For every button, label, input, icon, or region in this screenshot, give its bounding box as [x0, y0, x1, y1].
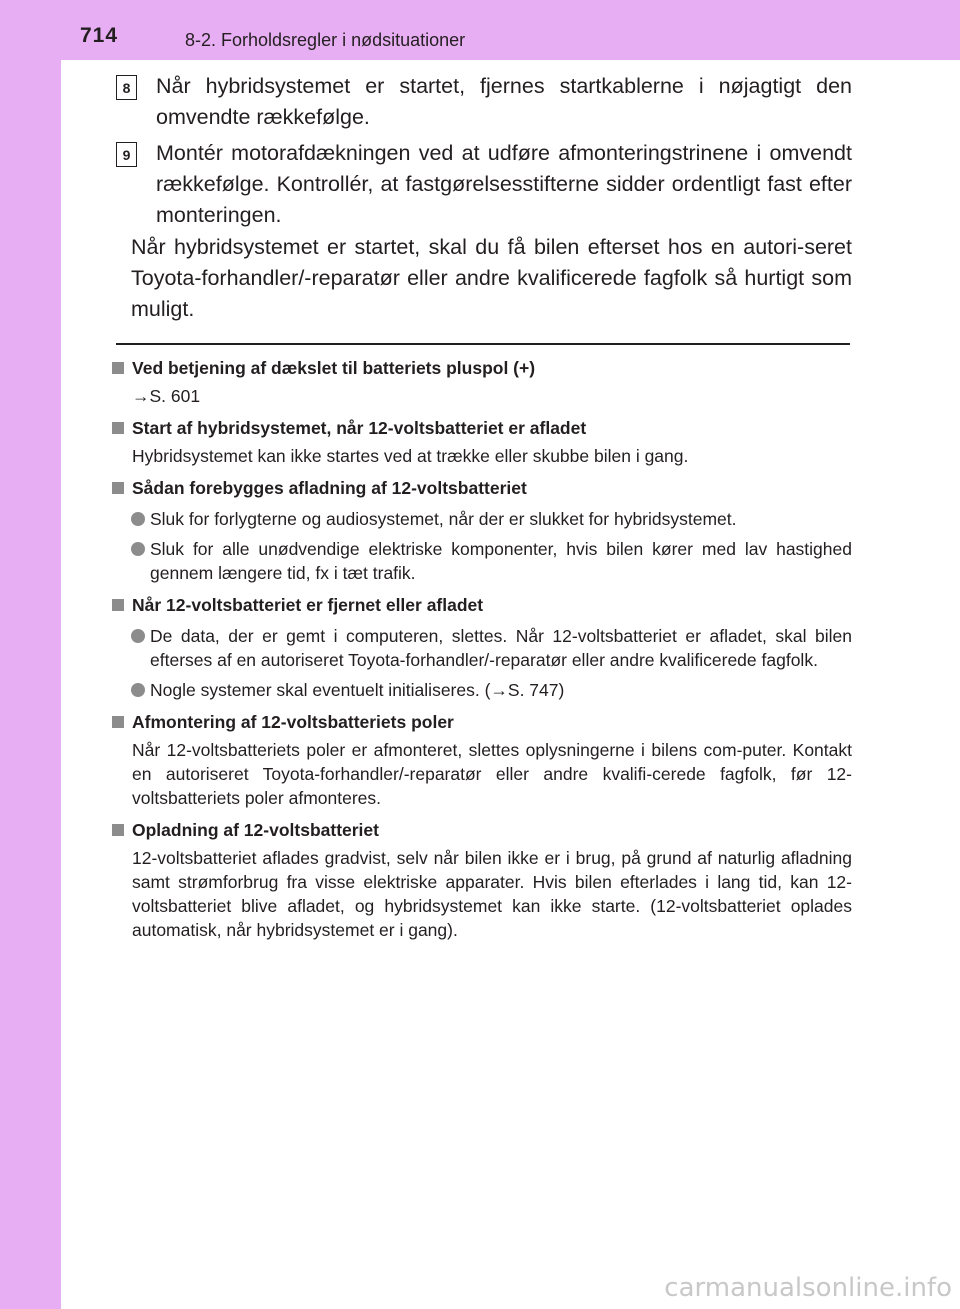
bullet-dot-icon	[131, 629, 145, 643]
note-body: Hybridsystemet kan ikke startes ved at trække eller skubbe bilen i gang.	[132, 446, 689, 466]
square-marker-icon	[112, 422, 124, 434]
note-body: 12-voltsbatteriet aflades gradvist, selv når bilen ikke er i brug, på grund af naturlig afladning samt strømforbrug fra visse elektriske apparater. Hvis bilen efterlades i lang tid, kan 12-voltsbatteriet blive afladet, og hybridsystemet kan ikke starte. (12-voltsbatteriet oplades automatisk, når hybridsystemet er i gang).	[132, 848, 852, 940]
step-number-box: 8	[116, 75, 137, 100]
note-heading: Sådan forebygges afladning af 12-voltsbatteriet	[112, 476, 852, 501]
note-heading: Start af hybridsystemet, når 12-voltsbatteriet er afladet	[112, 416, 852, 441]
note-body: Når 12-voltsbatteriets poler er afmonteret, slettes oplysningerne i bilens com-puter. Kontakt en autoriseret Toyota-forhandler/-reparatør eller andre kvalifi-cerede fagfolk, før 12-voltsbatteriets poler afmonteres.	[132, 740, 852, 808]
square-marker-icon	[112, 824, 124, 836]
step-number-box: 9	[116, 142, 137, 167]
step-8	[116, 71, 852, 133]
list-item: Nogle systemer skal eventuelt initialiseres. (→S. 747)	[112, 678, 852, 702]
note-heading: Opladning af 12-voltsbatteriet	[112, 818, 852, 843]
note-heading: Afmontering af 12-voltsbatteriets poler	[112, 710, 852, 735]
square-marker-icon	[112, 716, 124, 728]
bullet-dot-icon	[131, 683, 145, 697]
square-marker-icon	[112, 482, 124, 494]
body-paragraph: Når hybridsystemet er startet, skal du få bilen efterset hos en autori-seret Toyota-forhandler/-reparatør eller andre kvalificerede fagfolk så hurtigt som muligt.	[131, 235, 852, 321]
notes-section	[112, 352, 852, 942]
bullet-dot-icon	[131, 542, 145, 556]
note-heading: Ved betjening af dækslet til batteriets pluspol (+)	[112, 356, 852, 381]
divider	[116, 343, 850, 345]
list-item: Sluk for alle unødvendige elektriske komponenter, hvis bilen kører med lav hastighed gennem længere tid, fx i tæt trafik.	[112, 537, 852, 585]
step-text: Montér motorafdækningen ved at udføre afmonteringstrinene i omvendt rækkefølge. Kontrollér, at fastgørelsesstifterne sidder ordentligt fast efter monteringen.	[156, 141, 852, 227]
watermark: carmanualsonline.info	[664, 1273, 952, 1303]
bullet-dot-icon	[131, 512, 145, 526]
step-text: Når hybridsystemet er startet, fjernes startkablerne i nøjagtigt den omvendte rækkefølge.	[156, 74, 852, 129]
list-item: De data, der er gemt i computeren, slettes. Når 12-voltsbatteriet er afladet, skal bilen efterses af en autoriseret Toyota-forhandler/-reparatør eller andre kvalificerede fagfolk.	[112, 624, 852, 672]
page-number: 714	[80, 24, 119, 47]
chapter-sidebar	[0, 0, 61, 1309]
list-item: Sluk for forlygterne og audiosystemet, når der er slukket for hybridsystemet.	[112, 507, 852, 531]
note-body: →S. 601	[132, 386, 201, 406]
note-heading: Når 12-voltsbatteriet er fjernet eller afladet	[112, 593, 852, 618]
square-marker-icon	[112, 362, 124, 374]
section-title: 8-2. Forholdsregler i nødsituationer	[185, 30, 466, 50]
step-9	[116, 138, 852, 231]
square-marker-icon	[112, 599, 124, 611]
